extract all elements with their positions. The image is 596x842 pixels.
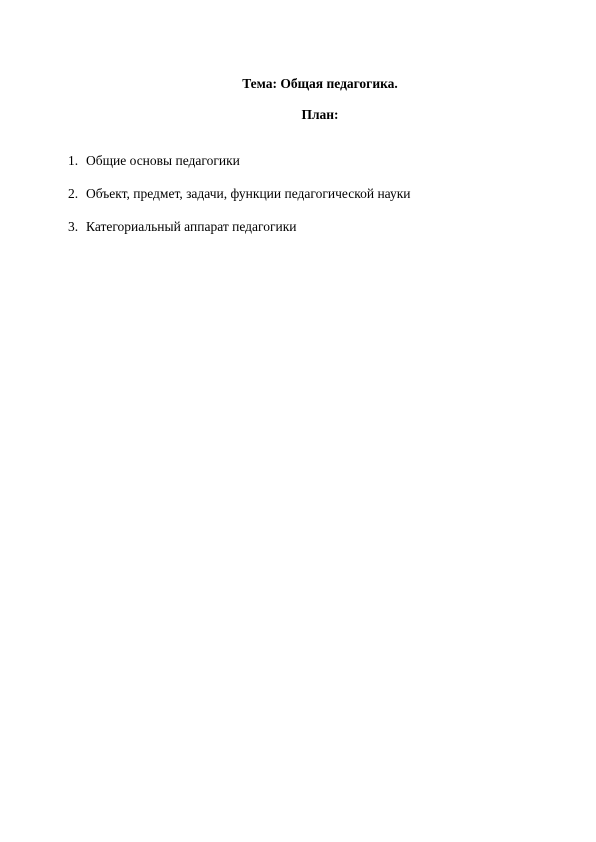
plan-item-text: Категориальный аппарат педагогики	[86, 219, 297, 234]
plan-item-number: 1.	[68, 153, 79, 168]
document-title: Тема: Общая педагогика.	[242, 76, 398, 91]
plan-item-text: Общие основы педагогики	[86, 153, 240, 168]
plan-heading: План:	[301, 107, 339, 122]
plan-item-number: 2.	[68, 186, 79, 201]
plan-item-number: 3.	[68, 219, 79, 234]
plan-item-text: Объект, предмет, задачи, функции педагогической науки	[86, 186, 411, 201]
